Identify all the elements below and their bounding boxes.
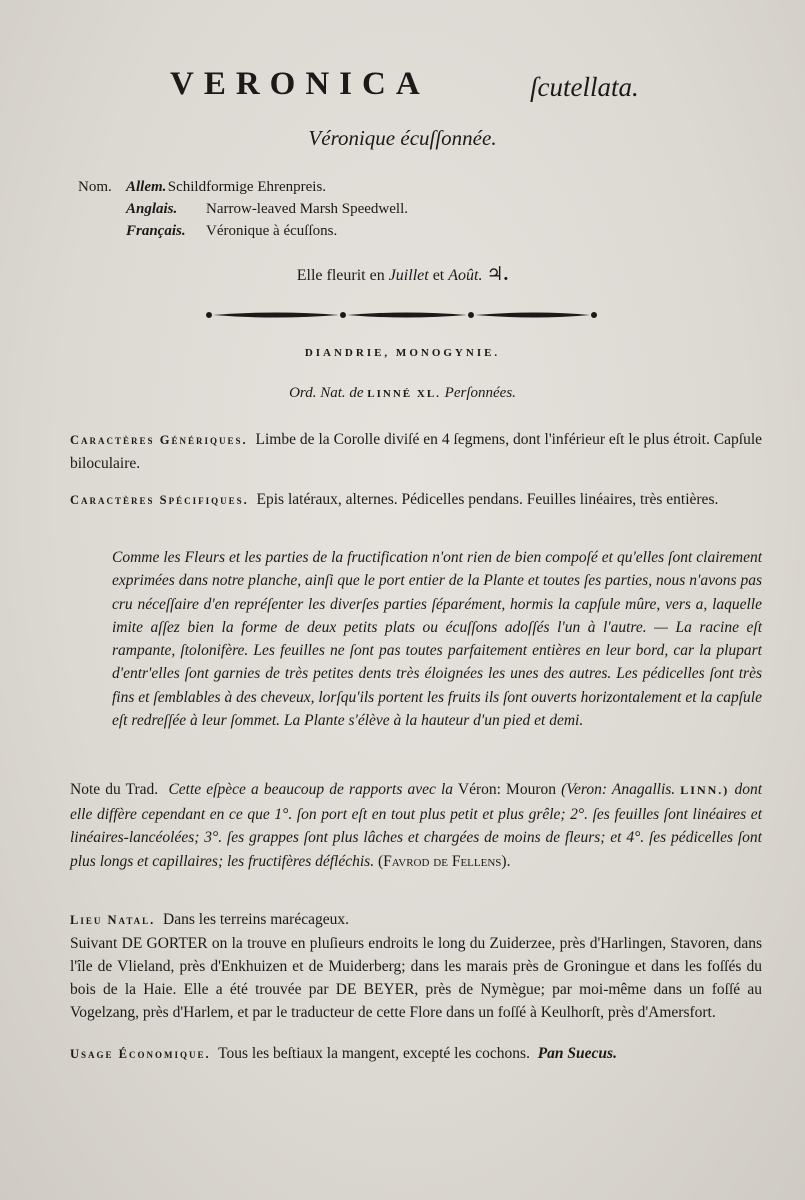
flowering-conj: et xyxy=(432,267,445,284)
note-text-1: Cette eſpèce a beaucoup de rapports avec la xyxy=(168,781,454,798)
ord-prefix: Ord. Nat. xyxy=(289,385,346,401)
ornamental-rule xyxy=(205,309,598,321)
habitat-first-line xyxy=(70,908,762,932)
linnaean-class: DIANDRIE, MONOGYNIE. xyxy=(304,347,501,359)
generic-characters xyxy=(70,428,762,475)
flowering-prefix: Elle fleurit en xyxy=(296,267,385,284)
name-row-francais xyxy=(78,220,408,242)
flowering-period xyxy=(0,263,805,286)
note-label: Note du Trad. xyxy=(70,781,159,798)
habitat xyxy=(70,908,762,1024)
note-linn: LINN.) xyxy=(680,783,730,797)
habitat-line1: Dans les terreins marécageux. xyxy=(163,911,349,928)
habitat-label: Lieu Natal. xyxy=(70,913,156,927)
description-paragraph: Comme les Fleurs et les parties de la fructification n'ont rien de bien compoſé et qu'elles ſont clairement exprimées dans notre planche, ainſi que le port entier de la Plante et toutes ſes parties, nous n'avons pas cru néceſſaire d'en repréſenter les diverſes parties ſéparément, hormis la capſule mûre, vers a, laquelle imite aſſez bien la forme de deux petits plats ou écuſſons adoſſés l'un à l'autre. — La racine eſt rampante, ſtolonifère. Les feuilles ne ſont pas toutes parfaitement entières en leur bord, car la plupart d'entr'elles ſont garnies de très petites dents très éloignées les unes des autres. Les pédicelles ſont très fins et ſemblables à des cheveux, lorſqu'ils portent les fruits ils ſont ouverts horizontalement et la capſule eſt redreſſée à leur ſommet. La Plante s'élève à la hauteur d'un pied et demi. xyxy=(112,549,762,730)
name-row-allem xyxy=(78,176,408,198)
specific-label: Caractères Spécifiques. xyxy=(70,493,249,507)
generic-label: Caractères Génériques. xyxy=(70,433,248,447)
genus-title: VERONICA xyxy=(170,66,430,102)
ord-family: Perſonnées. xyxy=(444,385,516,401)
nom-label: Nom. xyxy=(78,179,112,195)
species-epithet: ſcutellata. xyxy=(530,72,639,102)
note-credit: (Favrod de Fellens). xyxy=(377,852,511,870)
ord-linne: LINNÉ XL. xyxy=(367,388,441,400)
specific-characters xyxy=(70,488,762,512)
french-title: Véronique écuſſonnée. xyxy=(308,126,497,150)
allem-value: Schildformige Ehrenpreis. xyxy=(167,179,327,195)
perennial-symbol: ♃. xyxy=(486,264,509,285)
flowering-month-2: Août. xyxy=(448,267,483,284)
translator-note xyxy=(70,778,762,873)
note-veron: Véron: Mouron xyxy=(457,781,556,798)
generic-text: Limbe de la Corolle diviſé en 4 ſegmens, dont l'inférieur eſt le plus étroit. Capſule biloculaire. xyxy=(70,431,763,472)
habitat-text: Suivant DE GORTER on la trouve en pluſieurs endroits le long du Zuiderzee, près d'Harlingen, Stavoren, dans l'île de Vlieland, près d'Enkhuizen et de Muiderberg; dans les marais près de Groningue et dans les foſſés du bois de la Haie. Elle a été trouvée par DE BEYER, près de Nymègue; par moi-même dans un foſſé au Vogelzang, près d'Harlem, et par le traducteur de cette Flore dans un foſſé à Keulhorſt, près d'Amersfort. xyxy=(70,935,762,1021)
note-text-2: (Veron: Anagallis. xyxy=(561,781,676,798)
natural-order xyxy=(0,385,805,402)
note-text-3: dont elle diffère cependant en ce que 1°. ſon port eſt en tout plus petit et plus grêle; 2°. ſes feuilles ſont linéaires et linéaires-lancéolées; 3°. ſes grappes ſont plus lâches et chargées de moins de fleurs; et 4°. ſes pédicelles ſont plus longs et capillaires; les fructifères défléchis. xyxy=(70,781,762,870)
francais-value: Véronique à écuſſons. xyxy=(206,223,338,239)
anglais-label: Anglais. xyxy=(126,201,178,217)
name-row-anglais xyxy=(78,198,408,220)
common-names xyxy=(78,176,408,242)
ord-de: de xyxy=(349,385,364,401)
allem-label: Allem. xyxy=(126,179,167,195)
economic-usage xyxy=(70,1042,762,1066)
francais-label: Français. xyxy=(126,223,186,239)
specific-text: Epis latéraux, alternes. Pédicelles pendans. Feuilles linéaires, très entières. xyxy=(256,491,719,508)
usage-text: Tous les beſtiaux la mangent, excepté les cochons. xyxy=(218,1045,530,1062)
usage-ref: Pan Suecus. xyxy=(537,1045,617,1062)
flowering-month-1: Juillet xyxy=(388,267,429,284)
usage-label: Usage Économique. xyxy=(70,1047,211,1061)
anglais-value: Narrow-leaved Marsh Speedwell. xyxy=(206,201,409,217)
